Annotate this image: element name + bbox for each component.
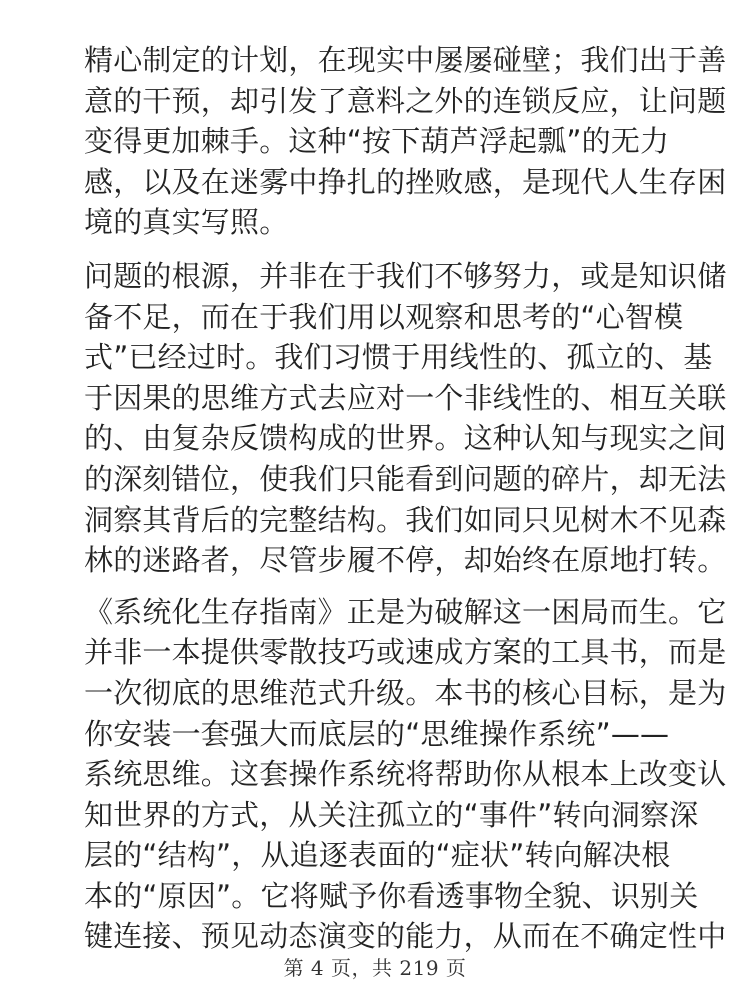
text-line: 变得更加棘手。这种“按下葫芦浮起瓢”的无力: [84, 124, 670, 159]
paragraph-2: [84, 256, 727, 581]
text-line: 键连接、预见动态演变的能力，从而在不确定性中: [84, 919, 727, 954]
text-line: 问题的根源，并非在于我们不够努力，或是知识储: [84, 258, 727, 293]
text-line: 洞察其背后的完整结构。我们如同只见树木不见森: [84, 502, 727, 537]
text-line: 意的干预，却引发了意料之外的连锁反应，让问题: [84, 83, 727, 118]
paragraph-3: [84, 592, 727, 957]
text-line: 境的真实写照。: [84, 205, 289, 240]
text-line: 本的“原因”。它将赋予你看透事物全貌、识别关: [84, 878, 699, 913]
text-line: 的、由复杂反馈构成的世界。这种认知与现实之间: [84, 421, 727, 456]
page-number-footer: 第 4 页，共 219 页: [283, 956, 467, 980]
text-line: 层的“结构”，从追逐表面的“症状”转向解决根: [84, 838, 671, 873]
text-line: 备不足，而在于我们用以观察和思考的“心智模: [84, 299, 684, 334]
text-line: 式”已经过时。我们习惯于用线性的、孤立的、基: [84, 340, 713, 375]
text-line: 感，以及在迷雾中挣扎的挫败感，是现代人生存困: [84, 164, 727, 199]
text-line: 系统思维。这套操作系统将帮助你从根本上改变认: [84, 757, 727, 792]
text-line: 精心制定的计划，在现实中屡屡碰壁；我们出于善: [84, 43, 727, 77]
text-line: 的深刻错位，使我们只能看到问题的碎片，却无法: [84, 461, 727, 496]
text-line: 你安装一套强大而底层的“思维操作系统”——: [84, 716, 670, 751]
paragraph-1: [84, 40, 727, 243]
text-line: 林的迷路者，尽管步履不停，却始终在原地打转。: [84, 543, 727, 578]
document-body: [84, 40, 727, 957]
text-line: 一次彻底的思维范式升级。本书的核心目标，是为: [84, 675, 727, 710]
text-line: 于因果的思维方式去应对一个非线性的、相互关联: [84, 380, 727, 415]
text-line: 并非一本提供零散技巧或速成方案的工具书，而是: [84, 635, 727, 670]
text-line: 知世界的方式，从关注孤立的“事件”转向洞察深: [84, 797, 699, 832]
text-line: 《系统化生存指南》正是为破解这一困局而生。它: [84, 594, 727, 629]
